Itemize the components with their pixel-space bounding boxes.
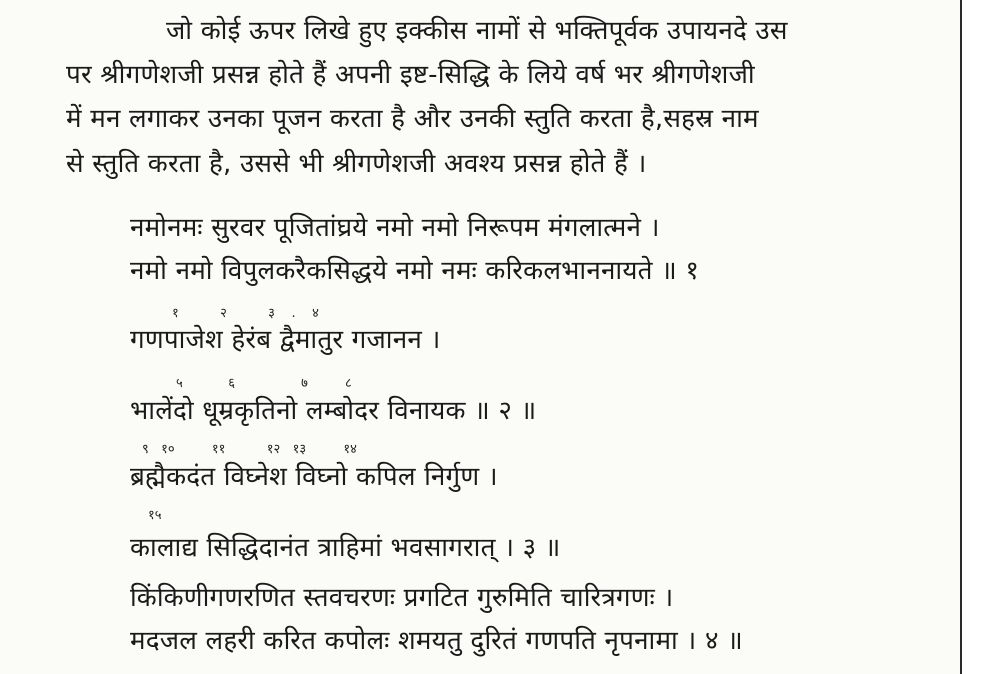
name-numbers: ५ ६ ७ ८ <box>176 376 352 391</box>
name-numbers: १५ <box>148 508 162 523</box>
paragraph-line: पर श्रीगणेशजी प्रसन्न होते हैं अपनी इष्ट-सिद्धि के लिये वर्ष भर श्रीगणेशजी <box>66 60 755 90</box>
verse-line: कालाद्य सिद्धिदानंत त्राहिमां भवसागरात् । ३ ॥ <box>130 533 561 563</box>
verse-line: नमो नमो विपुलकरैकसिद्धये नमो नमः करिकलभाननायते ॥ १ <box>130 256 700 286</box>
paragraph-line: जो कोई ऊपर लिखे हुए इक्कीस नामों से भक्तिपूर्वक उपायनदे उस <box>166 16 788 46</box>
verse-line: ब्रह्मैकदंत विघ्नेश विघ्नो कपिल निर्गुण । <box>130 462 498 492</box>
verse-line: गणपाजेश हेरंब द्वैमातुर गजानन । <box>130 325 441 355</box>
verse-line: नमोनमः सुरवर पूजितांघ्रये नमो नमो निरूपम मंगलात्मने । <box>130 213 660 243</box>
page-margin <box>962 0 982 674</box>
paragraph-line: में मन लगाकर उनका पूजन करता है और उनकी स्तुति करता है,सहस्र नाम <box>66 104 759 134</box>
verse-line: किंकिणीगणरणित स्तवचरणः प्रगटित गुरुमिति चारित्रगणः । <box>130 583 674 613</box>
verse-line: मदजल लहरी करित कपोलः शमयतु दुरितं गणपति नृपनामा । ४ ॥ <box>130 626 743 656</box>
verse-line: भालेंदो धूम्रकृतिनो लम्बोदर विनायक ॥ २ ॥ <box>130 396 537 426</box>
name-numbers: १ २ ३ . ४ <box>172 306 319 321</box>
paragraph-line: से स्तुति करता है, उससे भी श्रीगणेशजी अवश्य प्रसन्न होते हैं । <box>66 149 647 179</box>
name-numbers: ९ १० ११ १२ १३ १४ <box>142 442 357 457</box>
